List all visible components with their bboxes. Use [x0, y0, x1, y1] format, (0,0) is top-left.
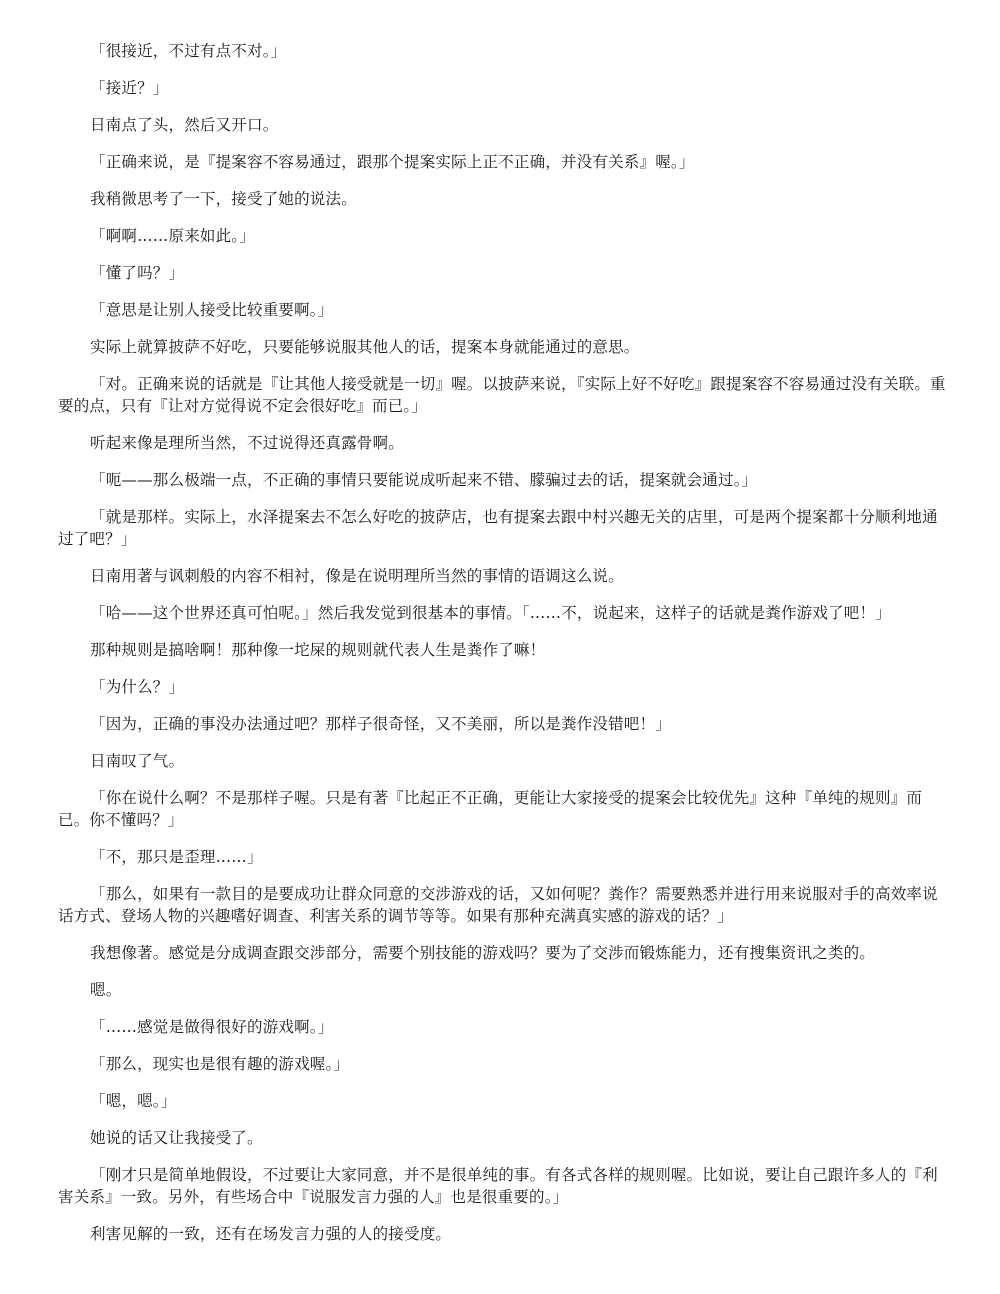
paragraph: 「接近？」	[90, 79, 169, 97]
paragraph: 听起来像是理所当然，不过说得还真露骨啊。	[90, 434, 405, 452]
paragraph: 「哈——这个世界还真可怕呢。」然后我发觉到很基本的事情。「……不，说起来，这样子的话就是粪作游戏了吧！」	[90, 604, 891, 622]
paragraph: 「正确来说，是『提案容不容易通过，跟那个提案实际上正不正确，并没有关系』喔。」	[90, 153, 695, 171]
paragraph: 我想像著。感觉是分成调查跟交涉部分，需要个别技能的游戏吗？要为了交涉而锻炼能力，还有搜集资讯之类的。	[90, 944, 876, 962]
paragraph: 「啊啊……原来如此。」	[90, 227, 255, 245]
paragraph: 她说的话又让我接受了。	[90, 1129, 263, 1147]
paragraph: 「对。正确来说的话就是『让其他人接受就是一切』喔。以披萨来说，『实际上好不好吃』跟提案容不容易通过没有关联。重要的点，只有『让对方觉得说不定会很好吃』而已。」	[58, 375, 946, 415]
paragraph: 「你在说什么啊？不是那样子喔。只是有著『比起正不正确，更能让大家接受的提案会比较优先』这种『单纯的规则』而已。你不懂吗？」	[58, 789, 923, 829]
paragraph: 「意思是让别人接受比较重要啊。」	[90, 301, 334, 319]
paragraph: 「很接近，不过有点不对。」	[90, 42, 287, 60]
paragraph: 「不，那只是歪理……」	[90, 848, 263, 866]
paragraph: 嗯。	[90, 981, 122, 999]
paragraph: 「嗯，嗯。」	[90, 1092, 177, 1110]
document-body	[58, 40, 948, 1260]
paragraph: 「那么，如果有一款目的是要成功让群众同意的交涉游戏的话，又如何呢？粪作？需要熟悉并进行用来说服对手的高效率说话方式、登场人物的兴趣嗜好调查、利害关系的调节等等。如果有那种充满真实感的游戏的话？」	[58, 885, 938, 925]
paragraph: 「呃——那么极端一点，不正确的事情只要能说成听起来不错、朦骗过去的话，提案就会通过。」	[90, 471, 758, 489]
paragraph: 「为什么？」	[90, 678, 185, 696]
paragraph: 「……感觉是做得很好的游戏啊。」	[90, 1018, 334, 1036]
paragraph: 利害见解的一致，还有在场发言力强的人的接受度。	[90, 1225, 452, 1243]
paragraph: 日南点了头，然后又开口。	[90, 116, 279, 134]
paragraph: 我稍微思考了一下，接受了她的说法。	[90, 190, 357, 208]
paragraph: 那种规则是搞啥啊！那种像一坨屎的规则就代表人生是粪作了嘛！	[90, 641, 546, 659]
paragraph: 日南用著与讽刺般的内容不相衬，像是在说明理所当然的事情的语调这么说。	[90, 567, 624, 585]
paragraph: 「懂了吗？」	[90, 264, 185, 282]
paragraph: 「就是那样。实际上，水泽提案去不怎么好吃的披萨店，也有提案去跟中村兴趣无关的店里，可是两个提案都十分顺利地通过了吧？」	[58, 508, 938, 548]
paragraph: 「因为，正确的事没办法通过吧？那样子很奇怪，又不美丽，所以是粪作没错吧！」	[90, 715, 671, 733]
paragraph: 「刚才只是简单地假设，不过要让大家同意，并不是很单纯的事。有各式各样的规则喔。比如说，要让自己跟许多人的『利害关系』一致。另外，有些场合中『说服发言力强的人』也是很重要的。」	[58, 1166, 938, 1206]
paragraph: 日南叹了气。	[90, 752, 185, 770]
paragraph: 「那么，现实也是很有趣的游戏喔。」	[90, 1055, 350, 1073]
paragraph: 实际上就算披萨不好吃，只要能够说服其他人的话，提案本身就能通过的意思。	[90, 338, 640, 356]
